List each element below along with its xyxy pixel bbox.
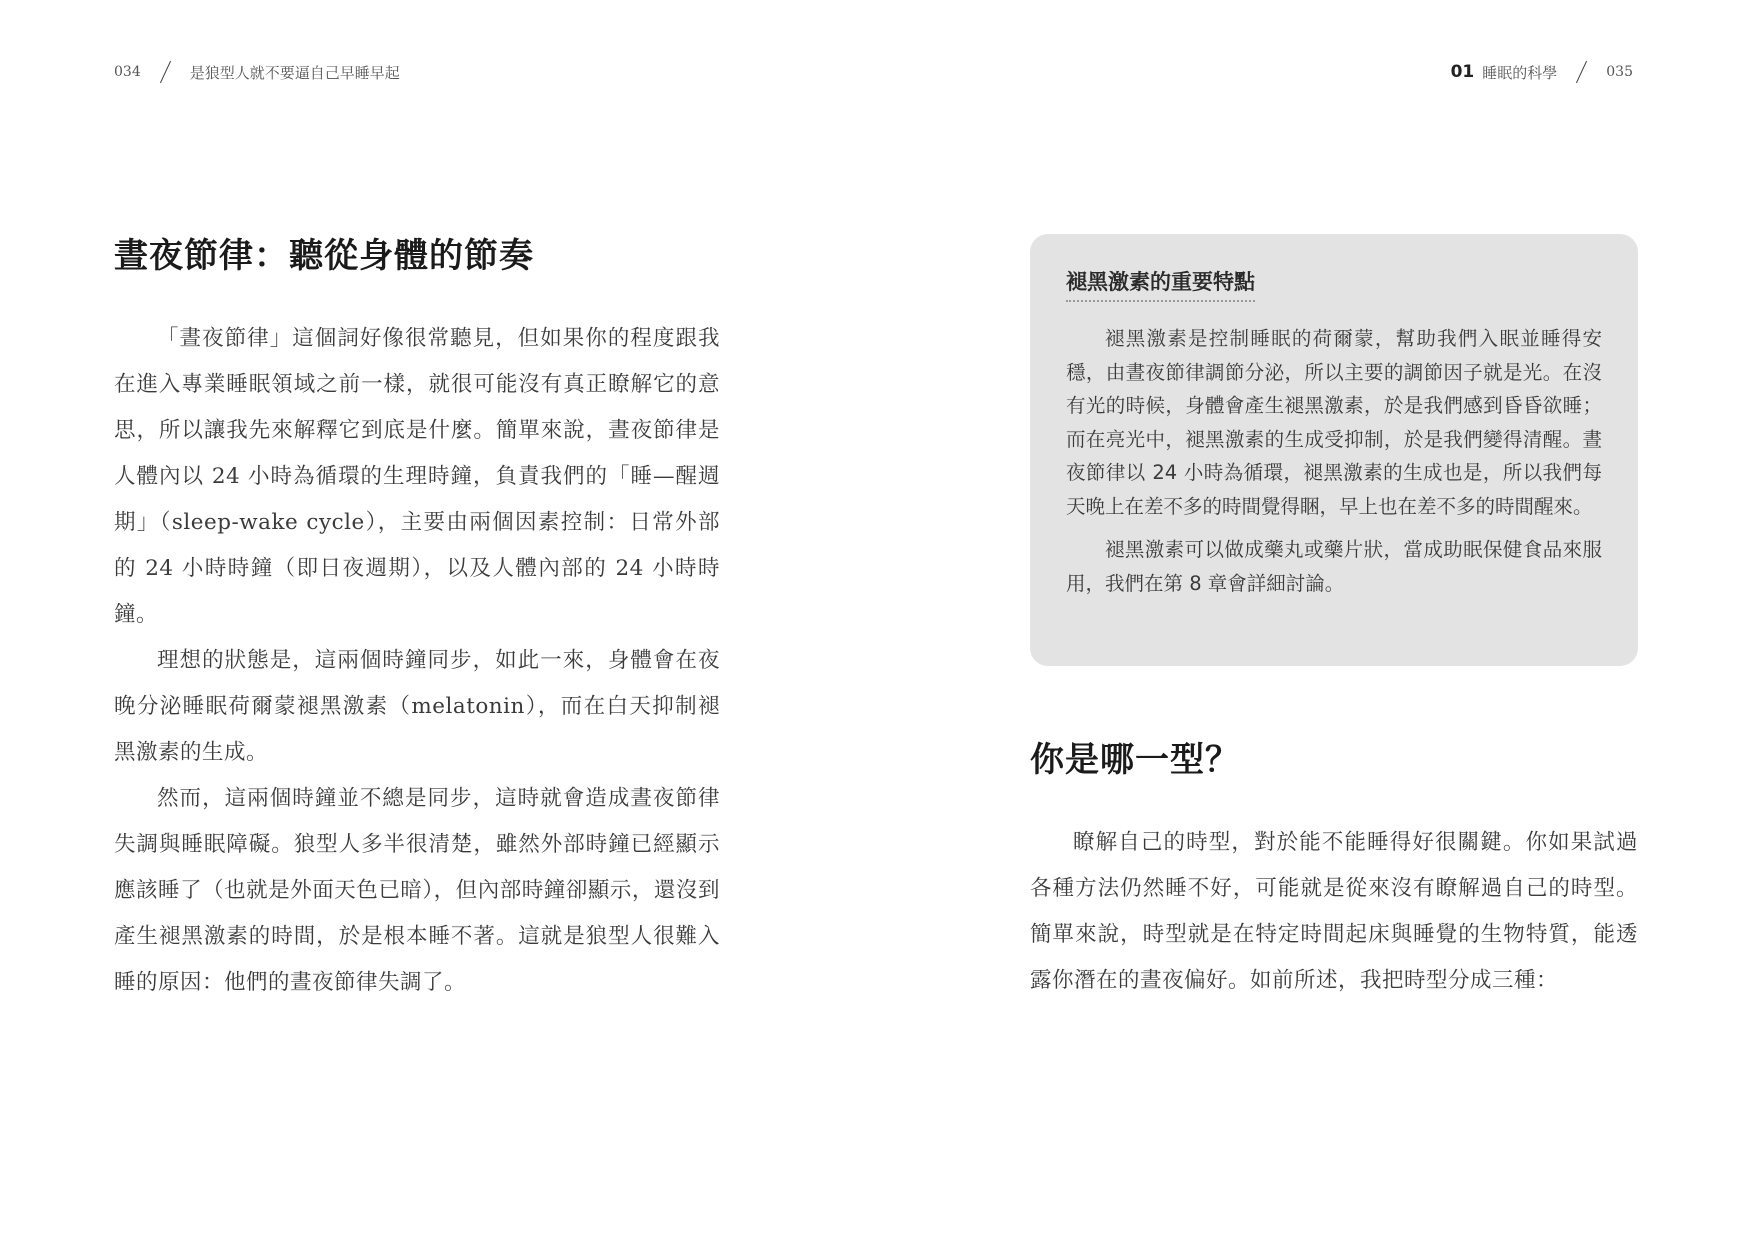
paragraph: 「晝夜節律」這個詞好像很常聽見，但如果你的程度跟我在進入專業睡眠領域之前一樣，就很可能沒有真正瞭解它的意思，所以讓我先來解釋它到底是什麼。簡單來說，晝夜節律是人體內以 24 小時為循環的生理時鐘，負責我們的「睡—醒週期」（sleep-wake cycle），主要由兩個因素控制：日常外部的 24 小時時鐘（即日夜週期），以及人體內部的 24 小時時鐘。	[114, 326, 720, 627]
body-text-right	[1030, 820, 1638, 1004]
paragraph: 然而，這兩個時鐘並不總是同步，這時就會造成晝夜節律失調與睡眠障礙。狼型人多半很清楚，雖然外部時鐘已經顯示應該睡了（也就是外面天色已暗），但內部時鐘卻顯示，還沒到產生褪黑激素的時間，於是根本睡不著。這就是狼型人很難入睡的原因：他們的晝夜節律失調了。	[114, 786, 720, 995]
body-text-left	[114, 316, 720, 1006]
header-divider-right	[1576, 61, 1587, 83]
paragraph: 瞭解自己的時型，對於能不能睡得好很關鍵。你如果試過各種方法仍然睡不好，可能就是從來沒有瞭解過自己的時型。簡單來說，時型就是在特定時間起床與睡覺的生物特質，能透露你潛在的晝夜偏好。如前所述，我把時型分成三種：	[1030, 830, 1638, 993]
chapter-number: 01	[1450, 62, 1475, 82]
page-number-left: 034	[114, 64, 141, 80]
melatonin-sidebar-box	[1030, 234, 1638, 666]
running-header-right	[1451, 60, 1633, 84]
running-title: 是狼型人就不要逼自己早睡早起	[189, 63, 400, 82]
sidebar-paragraph: 褪黑激素可以做成藥丸或藥片狀，當成助眠保健食品來服用，我們在第 8 章會詳細討論。	[1066, 538, 1602, 595]
sidebar-title: 褪黑激素的重要特點	[1066, 266, 1255, 302]
paragraph: 理想的狀態是，這兩個時鐘同步，如此一來，身體會在夜晚分泌睡眠荷爾蒙褪黑激素（melatonin），而在白天抑制褪黑激素的生成。	[114, 648, 720, 765]
sidebar-paragraph: 褪黑激素是控制睡眠的荷爾蒙，幫助我們入眠並睡得安穩，由晝夜節律調節分泌，所以主要的調節因子就是光。在沒有光的時候，身體會產生褪黑激素，於是我們感到昏昏欲睡；而在亮光中，褪黑激素的生成受抑制，於是我們變得清醒。晝夜節律以 24 小時為循環，褪黑激素的生成也是，所以我們每天晚上在差不多的時間覺得睏，早上也在差不多的時間醒來。	[1066, 327, 1602, 518]
header-divider-left	[160, 61, 171, 83]
running-header-left	[114, 60, 400, 84]
section-title-chronotype: 你是哪一型？	[1030, 740, 1240, 780]
right-page	[874, 0, 1747, 1239]
page-number-right: 035	[1606, 64, 1633, 80]
sidebar-text	[1066, 322, 1602, 600]
chapter-title: 睡眠的科學	[1482, 63, 1558, 82]
left-page	[0, 0, 873, 1239]
section-title-circadian: 晝夜節律：聽從身體的節奏	[114, 236, 534, 276]
